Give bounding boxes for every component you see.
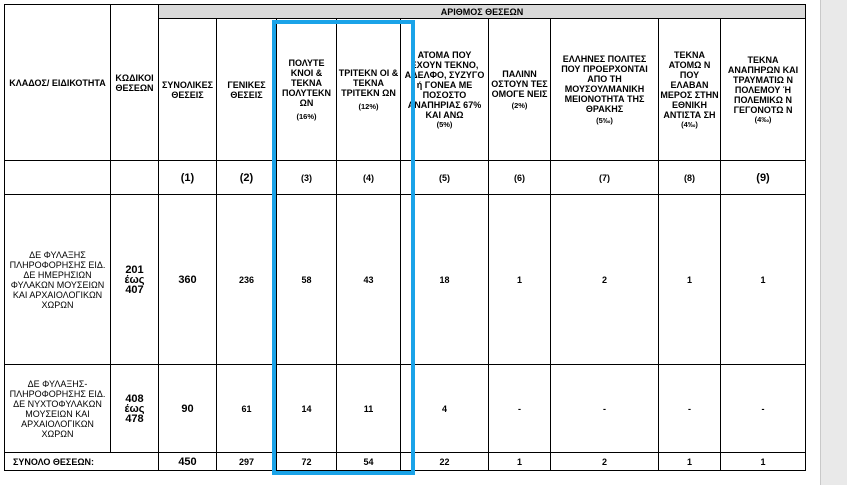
column-number: (6) bbox=[489, 161, 551, 195]
cell-ellines: - bbox=[551, 365, 659, 453]
header-band-row bbox=[5, 5, 806, 19]
column-number: (9) bbox=[721, 161, 806, 195]
cell-antistasi: 1 bbox=[659, 195, 721, 365]
cell-atoma: 18 bbox=[401, 195, 489, 365]
total-polyteknoi: 72 bbox=[277, 453, 337, 471]
header-klados: ΚΛΑΔΟΣ/ ΕΙΔΙΚΟΤΗΤΑ bbox=[5, 5, 111, 161]
column-number: (2) bbox=[217, 161, 277, 195]
header-anapiron-label: ΤΕΚΝΑ ΑΝΑΠΗΡΩΝ ΚΑΙ ΤΡΑΥΜΑΤΙΩ Ν ΠΟΛΕΜΟΥ Ή ΠΟΛΕΜΙΚΩ Ν ΓΕΓΟΝΟΤΩ Ν bbox=[727, 54, 799, 115]
cell-triteknoi: 43 bbox=[337, 195, 401, 365]
header-triteknoi-label: ΤΡΙΤΕΚΝ ΟΙ & ΤΕΚΝΑ ΤΡΙΤΕΚΝ ΩΝ bbox=[338, 67, 399, 98]
header-antistasi-pct: (4‰) bbox=[681, 119, 698, 129]
cell-anapiron: 1 bbox=[721, 195, 806, 365]
cell-genikes: 236 bbox=[217, 195, 277, 365]
header-ellines-label: ΕΛΛΗΝΕΣ ΠΟΛΙΤΕΣ ΠΟΥ ΠΡΟΕΡΧΟΝΤΑΙ ΑΠΟ ΤΗ ΜΟΥΣΟΥΛΜΑΝΙΚΗ ΜΕΙΟΝΟΤΗΤΑ ΤΗΣ ΘΡΑΚΗΣ bbox=[561, 53, 648, 114]
header-palinnostountes bbox=[489, 19, 551, 161]
column-number: (1) bbox=[159, 161, 217, 195]
row-label: ΔΕ ΦΥΛΑΞΗΣ ΠΛΗΡΟΦΟΡΗΣΗΣ ΕΙΔ. ΔΕ ΗΜΕΡΗΣΙΩΝ ΦΥΛΑΚΩΝ ΜΟΥΣΕΙΩΝ ΚΑΙ ΑΡΧΑΙΟΛΟΓΙΚΩΝ ΧΩΡΩΝ bbox=[5, 195, 111, 365]
cell-synolikes: 90 bbox=[159, 365, 217, 453]
header-anapiron bbox=[721, 19, 806, 161]
row-code-mid: έως bbox=[124, 273, 145, 286]
total-atoma: 22 bbox=[401, 453, 489, 471]
cell-triteknoi: 11 bbox=[337, 365, 401, 453]
row-code-to: 407 bbox=[125, 283, 144, 296]
total-triteknoi: 54 bbox=[337, 453, 401, 471]
row-code-mid: έως bbox=[124, 402, 145, 415]
table-row bbox=[5, 365, 806, 453]
header-arithmos-theseon: ΑΡΙΘΜΟΣ ΘΕΣΕΩΝ bbox=[159, 5, 806, 19]
row-code-from: 201 bbox=[125, 263, 144, 276]
cell-synolikes: 360 bbox=[159, 195, 217, 365]
column-number: (7) bbox=[551, 161, 659, 195]
header-atoma bbox=[401, 19, 489, 161]
total-genikes: 297 bbox=[217, 453, 277, 471]
column-number-row bbox=[5, 161, 806, 195]
header-kodikoi: ΚΩΔΙΚΟΙ ΘΕΣΕΩΝ bbox=[111, 5, 159, 161]
table-row bbox=[5, 195, 806, 365]
header-atoma-label: ΑΤΟΜΑ ΠΟΥ ΕΧΟΥΝ ΤΕΚΝΟ, ΑΔΕΛΦΟ, ΣΥΖΥΓΟ ή ΓΟΝΕΑ ΜΕ ΠΟΣΟΣΤΟ ΑΝΑΠΗΡΙΑΣ 67% ΚΑΙ ΑΝΩ bbox=[404, 49, 485, 120]
row-code-to: 478 bbox=[125, 412, 144, 425]
cell-polyteknoi: 58 bbox=[277, 195, 337, 365]
total-synolikes: 450 bbox=[159, 453, 217, 471]
header-palinnostountes-label: ΠΑΛΙΝΝ ΟΣΤΟΥΝ ΤΕΣ ΟΜΟΓΕ ΝΕΙΣ bbox=[491, 68, 548, 99]
header-ellines-pct: (5‰) bbox=[596, 115, 613, 125]
header-polyteknoi-label: ΠΟΛΥΤΕ ΚΝΟΙ & ΤΕΚΝΑ ΠΟΛΥΤΕΚΝ ΩΝ bbox=[282, 57, 331, 108]
header-anapiron-pct: (4‰) bbox=[754, 114, 772, 124]
column-number-blank bbox=[5, 161, 111, 195]
cell-genikes: 61 bbox=[217, 365, 277, 453]
cell-ellines: 2 bbox=[551, 195, 659, 365]
cell-anapiron: - bbox=[721, 365, 806, 453]
cell-palinnostountes: 1 bbox=[489, 195, 551, 365]
total-anapiron: 1 bbox=[721, 453, 806, 471]
viewer-right-gutter bbox=[820, 0, 847, 485]
header-atoma-pct: (5%) bbox=[436, 119, 453, 129]
total-ellines: 2 bbox=[551, 453, 659, 471]
column-number: (3) bbox=[277, 161, 337, 195]
header-ellines bbox=[551, 19, 659, 161]
total-row bbox=[5, 453, 806, 471]
cell-antistasi: - bbox=[659, 365, 721, 453]
column-number: (5) bbox=[401, 161, 489, 195]
cell-polyteknoi: 14 bbox=[277, 365, 337, 453]
header-antistasi bbox=[659, 19, 721, 161]
header-polyteknoi bbox=[277, 19, 337, 161]
row-code bbox=[111, 365, 159, 453]
cell-atoma: 4 bbox=[401, 365, 489, 453]
column-number: (8) bbox=[659, 161, 721, 195]
header-genikes: ΓΕΝΙΚΕΣ ΘΕΣΕΙΣ bbox=[217, 19, 277, 161]
header-polyteknoi-pct: (16%) bbox=[296, 111, 317, 121]
row-code-from: 408 bbox=[125, 392, 144, 405]
header-antistasi-label: ΤΕΚΝΑ ΑΤΟΜΩ Ν ΠΟΥ ΕΛΑΒΑΝ ΜΕΡΟΣ ΣΤΗΝ ΕΘΝΙΚΗ ΑΝΤΙΣΤΑ ΣΗ bbox=[660, 49, 719, 120]
column-number-blank bbox=[111, 161, 159, 195]
row-label: ΔΕ ΦΥΛΑΞΗΣ-ΠΛΗΡΟΦΟΡΗΣΗΣ ΕΙΔ. ΔΕ ΝΥΧΤΟΦΥΛΑΚΩΝ ΜΟΥΣΕΙΩΝ ΚΑΙ ΑΡΧΑΙΟΛΟΓΙΚΩΝ ΧΩΡΩΝ bbox=[5, 365, 111, 453]
cell-palinnostountes: - bbox=[489, 365, 551, 453]
total-antistasi: 1 bbox=[659, 453, 721, 471]
column-number: (4) bbox=[337, 161, 401, 195]
header-synolikes: ΣΥΝΟΛΙΚΕΣ ΘΕΣΕΙΣ bbox=[159, 19, 217, 161]
row-code bbox=[111, 195, 159, 365]
total-palinnostountes: 1 bbox=[489, 453, 551, 471]
total-label: ΣΥΝΟΛΟ ΘΕΣΕΩΝ: bbox=[5, 453, 159, 471]
header-triteknoi bbox=[337, 19, 401, 161]
header-triteknoi-pct: (12%) bbox=[358, 101, 379, 111]
header-palinnostountes-pct: (2%) bbox=[511, 100, 528, 110]
seats-table bbox=[4, 4, 806, 471]
